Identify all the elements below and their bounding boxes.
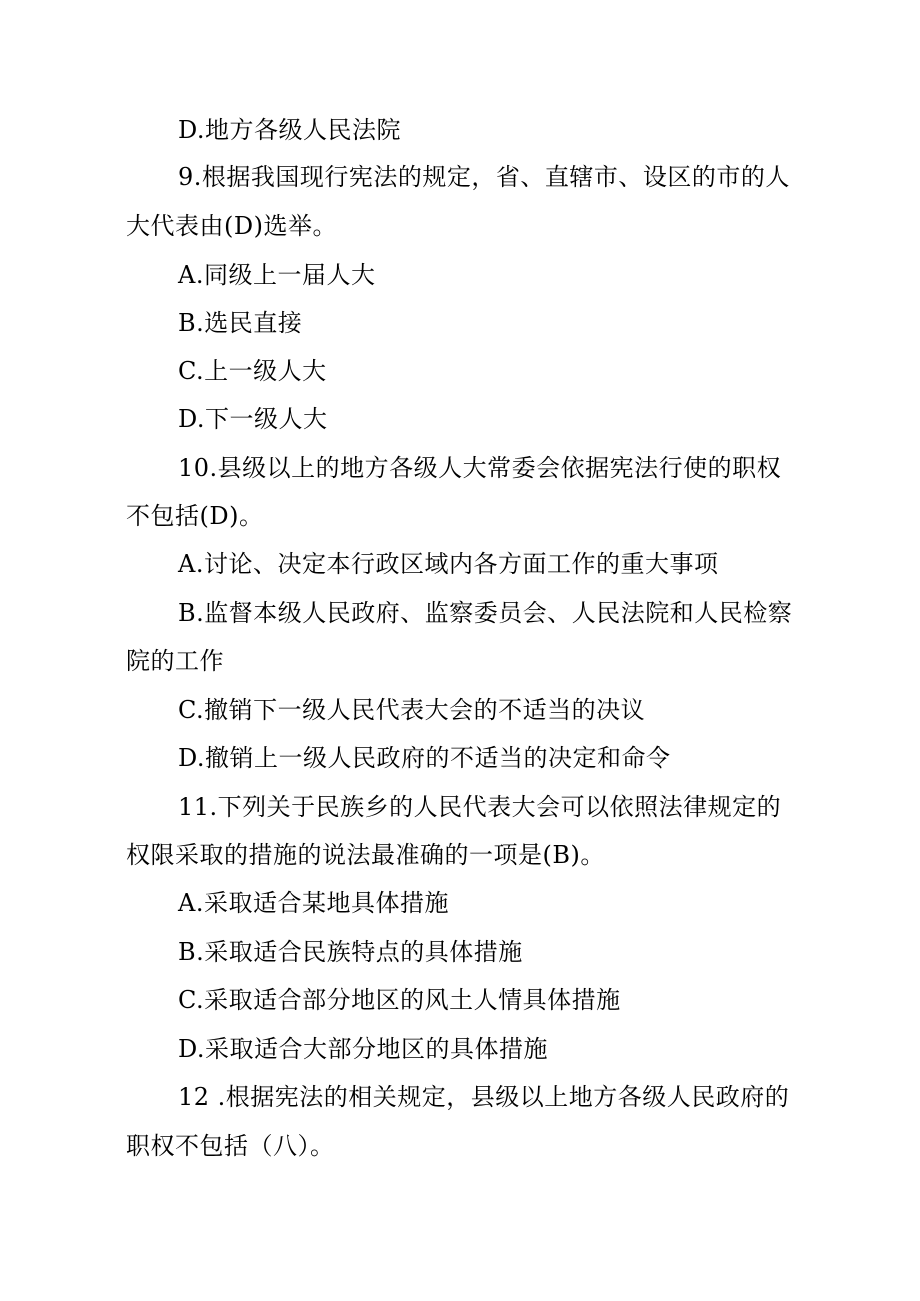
q10-option-d: D.撤销上一级人民政府的不适当的决定和命令 xyxy=(178,744,671,772)
q10-option-b-line1: B.监督本级人民政府、监察委员会、人民法院和人民检察 xyxy=(178,599,793,627)
q9-option-d: D.下一级人大 xyxy=(178,405,328,433)
q11-stem-line2: 权限采取的措施的说法最准确的一项是(B)。 xyxy=(126,841,605,869)
q9-option-b: B.选民直接 xyxy=(178,309,303,337)
q8-option-d: D.地方各级人民法院 xyxy=(178,116,402,144)
q10-option-c: C.撤销下一级人民代表大会的不适当的决议 xyxy=(178,696,646,724)
q9-stem-line1: 9.根据我国现行宪法的规定，省、直辖市、设区的市的人 xyxy=(178,163,790,191)
q10-option-a: A.讨论、决定本行政区域内各方面工作的重大事项 xyxy=(178,550,719,578)
q9-stem-line2: 大代表由(D)选举。 xyxy=(126,212,337,240)
q10-stem-line2: 不包括(D)。 xyxy=(126,502,264,530)
q12-stem-line2: 职权不包括（八）。 xyxy=(126,1132,335,1160)
q12-stem-line1: 12 .根据宪法的相关规定，县级以上地方各级人民政府的 xyxy=(178,1083,790,1111)
q10-stem-line1: 10.县级以上的地方各级人大常委会依据宪法行使的职权 xyxy=(178,454,782,482)
q11-stem-line1: 11.下列关于民族乡的人民代表大会可以依照法律规定的 xyxy=(178,793,782,821)
q11-option-c: C.采取适合部分地区的风土人情具体措施 xyxy=(178,986,621,1014)
q11-option-d: D.采取适合大部分地区的具体措施 xyxy=(178,1035,549,1063)
q10-option-b-line2: 院的工作 xyxy=(126,647,224,675)
q11-option-b: B.采取适合民族特点的具体措施 xyxy=(178,938,523,966)
q11-option-a: A.采取适合某地具体措施 xyxy=(178,889,449,917)
q9-option-a: A.同级上一届人大 xyxy=(178,261,376,289)
q9-option-c: C.上一级人大 xyxy=(178,357,327,385)
